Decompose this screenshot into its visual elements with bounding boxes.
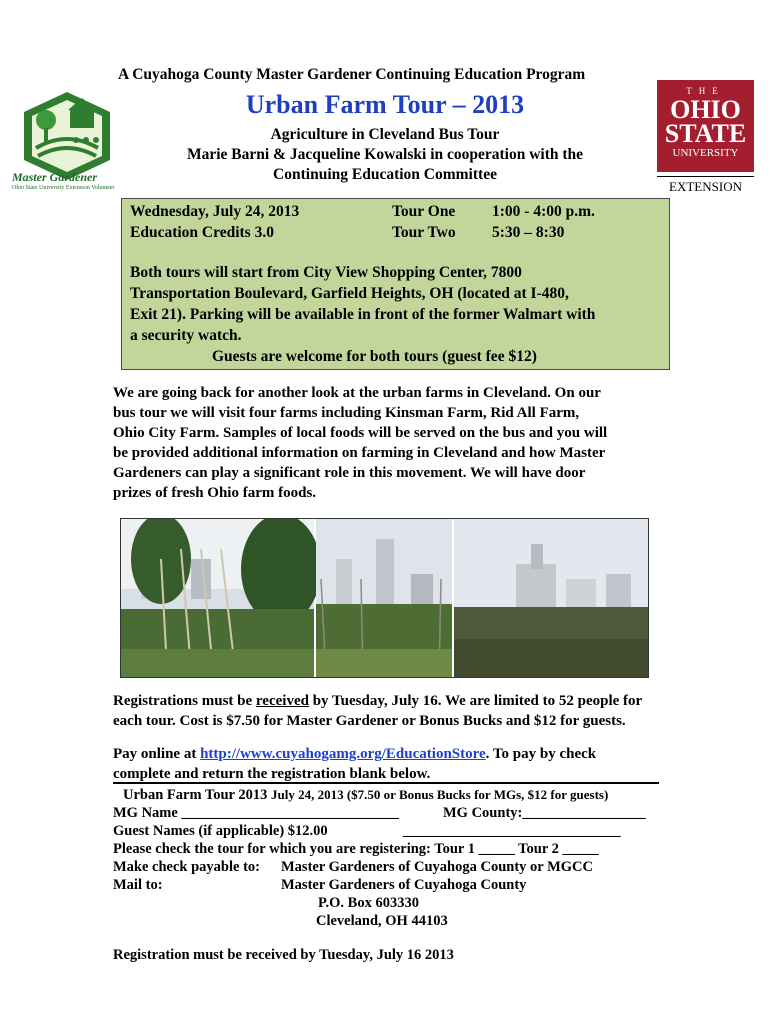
subtitle-bus-tour: Agriculture in Cleveland Bus Tour	[270, 126, 500, 143]
form-divider	[113, 782, 659, 784]
guest-names-label: Guest Names (if applicable) $12.00	[113, 823, 328, 839]
education-credits: Education Credits 3.0	[130, 224, 274, 241]
tour-selection[interactable]: Please check the tour for which you are registering: Tour 1 _____ Tour 2 _____	[113, 841, 599, 857]
location-line-2: Transportation Boulevard, Garfield Heights, OH (located at I-480,	[130, 285, 569, 302]
osu-university: UNIVERSITY	[672, 147, 739, 159]
mg-name-field[interactable]: MG Name ______________________________	[113, 805, 399, 821]
description-line: bus tour we will visit four farms including Kinsman Farm, Rid All Farm,	[113, 405, 580, 421]
description-line: Ohio City Farm. Samples of local foods will be served on the bus and you will	[113, 425, 608, 441]
pay-check-text: . To pay by check	[485, 746, 597, 762]
description-line: prizes of fresh Ohio farm foods.	[113, 485, 317, 501]
guests-note: Guests are welcome for both tours (guest fee $12)	[212, 348, 537, 365]
farm-photo-2	[316, 519, 452, 677]
farm-photo-1	[121, 519, 321, 677]
tour-one-label: Tour One	[392, 203, 456, 220]
registration-form	[113, 786, 673, 930]
tour-two-label: Tour Two	[392, 224, 456, 241]
payment-info	[113, 744, 673, 784]
payable-label: Make check payable to:	[113, 859, 260, 875]
tour-info-box	[121, 198, 670, 370]
tour-date: Wednesday, July 24, 2013	[130, 203, 300, 220]
osu-extension: EXTENSION	[657, 176, 754, 195]
registration-info	[113, 691, 673, 731]
location-line-4: a security watch.	[130, 327, 242, 344]
form-header-details: July 24, 2013 ($7.50 or Bonus Bucks for MGs, $12 for guests)	[270, 787, 609, 802]
location-line-1: Both tours will start from City View Shopping Center, 7800	[130, 264, 522, 281]
tour-two-time: 5:30 – 8:30	[492, 224, 565, 241]
mail-address-line-1: Master Gardeners of Cuyahoga County	[281, 877, 527, 893]
pay-instructions: complete and return the registration blank below.	[113, 766, 431, 782]
master-gardener-logo-text: Master Gardener	[12, 170, 98, 184]
mg-county-field[interactable]: MG County:_________________	[443, 805, 646, 821]
osu-the: THE	[686, 86, 725, 96]
guest-names-field[interactable]: ______________________________	[403, 823, 621, 839]
mail-address-line-2: P.O. Box 603330	[318, 895, 419, 911]
description-line: Gardeners can play a significant role in this movement. We will have door	[113, 465, 586, 481]
education-store-link[interactable]: http://www.cuyahogamg.org/EducationStore	[200, 746, 486, 762]
subtitle-organizers: Marie Barni & Jacqueline Kowalski in cooperation with the	[186, 146, 584, 163]
tour-one-time: 1:00 - 4:00 p.m.	[492, 203, 595, 220]
mail-address-line-3: Cleveland, OH 44103	[316, 913, 448, 929]
registration-cost: each tour. Cost is $7.50 for Master Gardener or Bonus Bucks and $12 for guests.	[113, 713, 626, 729]
program-heading: A Cuyahoga County Master Gardener Continuing Education Program	[118, 66, 586, 83]
osu-ohio: OHIO	[670, 95, 741, 124]
form-header-title: Urban Farm Tour 2013	[123, 787, 271, 803]
farm-photo-3	[454, 519, 648, 677]
farm-photos	[120, 518, 649, 678]
mail-to-label: Mail to:	[113, 877, 163, 893]
osu-state: STATE	[664, 119, 747, 148]
description-paragraph	[113, 383, 673, 503]
registration-text-b: by Tuesday, July 16. We are limited to 52 people for	[308, 693, 643, 709]
subtitle-committee: Continuing Education Committee	[273, 166, 497, 183]
registration-deadline: Registration must be received by Tuesday, July 16 2013	[113, 947, 454, 963]
payable-value: Master Gardeners of Cuyahoga County or MGCC	[281, 859, 593, 875]
description-line: We are going back for another look at the urban farms in Cleveland. On our	[113, 385, 601, 401]
location-line-3: Exit 21). Parking will be available in front of the former Walmart with	[130, 306, 596, 323]
pay-online-text: Pay online at	[113, 746, 201, 762]
page-title: Urban Farm Tour – 2013	[245, 90, 525, 119]
master-gardener-tagline: Ohio State University Extension Volunteer	[12, 185, 115, 191]
registration-received: received	[255, 693, 309, 709]
registration-text-a: Registrations must be	[113, 693, 256, 709]
description-line: be provided additional information on farming in Cleveland and how Master	[113, 445, 606, 461]
